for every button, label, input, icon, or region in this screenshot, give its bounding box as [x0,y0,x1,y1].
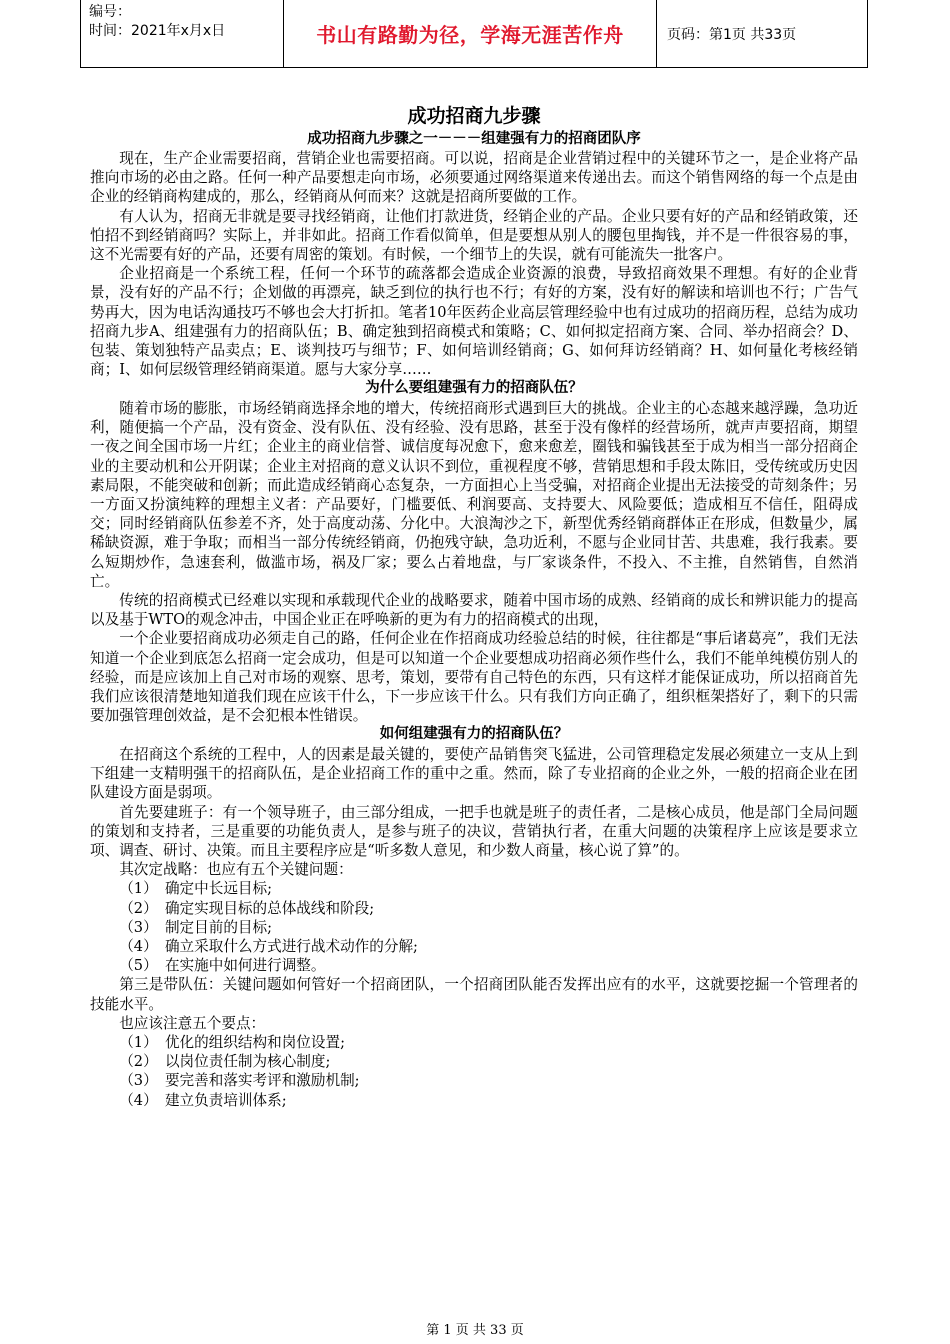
paragraph: 传统的招商模式已经难以实现和承载现代企业的战略要求，随着中国市场的成熟、经销商的成长和辨识能力的提高以及基于WTO的观念冲击，中国企业正在呼唤新的更为有力的招商模式的出现， [90,591,858,629]
section-heading: 如何组建强有力的招商队伍？ [379,726,569,743]
list-item: （2） 确定实现目标的总体战线和阶段; [119,899,375,917]
list-item: （4） 建立负责培训体系; [119,1091,287,1109]
page-header [80,0,868,68]
paragraph: 也应该注意五个要点： [119,1014,266,1032]
header-page-info: 页码：第1页 共33页 [667,26,797,43]
list-item: （1） 确定中长远目标; [119,880,273,898]
paragraph: 有人认为，招商无非就是要寻找经销商，让他们打款进货，经销企业的产品。企业只要有好的产品和经销政策，还怕招不到经销商吗？实际上，并非如此。招商工作看似简单，但是要想从别人的腰包里掏钱，并不是一件很容易的事，这不光需要有好的产品，还要有周密的策划。有时候，一个细节上的失误，就有可能流失一批客户。 [90,207,858,264]
paragraph: 在招商这个系统的工程中，人的因素是最关键的，要使产品销售突飞猛进，公司管理稳定发展必须建立一支从上到下组建一支精明强干的招商队伍，是企业招商工作的重中之重。然而，除了专业招商的企业之外，一般的招商企业在团队建设方面是弱项。 [90,745,858,802]
paragraph: 现在，生产企业需要招商，营销企业也需要招商。可以说，招商是企业营销过程中的关键环节之一，是企业将产品推向市场的必由之路。任何一种产品要想走向市场，必须要通过网络渠道来传递出去。而这个销售网络的每一个点是由企业的经销商构建成的，那么，经销商从何而来？这就是招商所要做的工作。 [90,150,858,206]
doc-time-label: 时间：2021年x月x日 [89,23,226,39]
header-motto: 书山有路勤为径，学海无涯苦作舟 [284,0,657,67]
paragraph: 企业招商是一个系统工程，任何一个环节的疏落都会造成企业资源的浪费，导致招商效果不理想。有好的企业背景，没有好的产品不行；企划做的再漂亮，缺乏到位的执行也不行；有好的方案，没有好的解读和培训也不行；广告气势再大，因为电话沟通技巧不够也会大打折扣。笔者10年医药企业高层管理经验中也有过成功的招商历程，总结为成功招商九步A、组建强有力的招商队伍；B、确定独到招商模式和策略；C、如何拟定招商方案、合同、举办招商会？D、包装、策划独特产品卖点；E、谈判技巧与细节；F、如何培训经销商；G、如何拜访经销商？H、如何量化考核经销商；I、如何层级管理经销商渠道。愿与大家分享…… [90,265,858,379]
list-item: （5） 在实施中如何进行调整。 [119,957,326,975]
paragraph: 首先要建班子：有一个领导班子，由三部分组成，一把手也就是班子的责任者，二是核心成员，他是部门全局问题的策划和支持者，三是重要的功能负责人，是参与班子的决议，营销执行者，在重大问题的决策程序上应该是要求立项、调查、研讨、决策。而且主要程序应是“听多数人意见，和少数人商量，核心说了算”的。 [90,803,858,859]
list-item: （4） 确立采取什么方式进行战术动作的分解; [119,937,418,955]
paragraph: 随着市场的膨胀，市场经销商选择余地的增大，传统招商形式遇到巨大的挑战。企业主的心态越来越浮躁，急功近利，随便搞一个产品，没有资金、没有队伍、没有经验、没有思路，甚至于没有像样的经营场所，就声声要招商，期望一夜之间全国市场一片红；企业主的商业信誉、诚信度每况愈下，愈来愈差，圈钱和骗钱甚至于成为相当一部分招商企业的主要动机和公开阴谋；企业主对招商的意义认识不到位，重视程度不够，营销思想和手段太陈旧，受传统或历史因素局限，不能突破和创新；而此造成经销商心态复杂，一方面担心上当受骗，对招商企业提出无法接受的苛刻条件；另一方面又扮演纯粹的理想主义者：产品要好，门槛要低、利润要高、支持要大、风险要低；造成相互不信任，阻碍成交；同时经销商队伍参差不齐，处于高度动荡、分化中。大浪淘沙之下，新型优秀经销商群体正在形成，但数量少，属稀缺资源，难于争取；而相当一部分传统经销商，仍抱残守缺，急功近利，不愿与企业同甘苦、共患难，我行我素。要么短期炒作，急速套利，做滥市场，祸及厂家；要么占着地盘，与厂家谈条件，不投入、不主推，自然销售，自然消亡。 [90,399,858,590]
document-body [90,104,858,1110]
page-footer: 第 1 页 共 33 页 [426,1323,524,1338]
list-item: （1） 优化的组织结构和岗位设置; [119,1033,345,1051]
list-item: （2） 以岗位责任制为核心制度; [119,1053,331,1071]
list-item: （3） 制定目前的目标; [119,918,273,936]
paragraph: 其次定战略：也应有五个关键问题： [119,861,353,879]
paragraph: 第三是带队伍：关键问题如何管好一个招商团队，一个招商团队能否发挥出应有的水平，这就要挖掘一个管理者的技能水平。 [90,976,858,1013]
doc-number-label: 编号： [89,4,131,20]
doc-title: 成功招商九步骤 [407,105,541,127]
paragraph: 一个企业要招商成功必须走自己的路，任何企业在作招商成功经验总结的时候，往往都是“事后诸葛亮”，我们无法知道一个企业到底怎么招商一定会成功，但是可以知道一个企业要想成功招商必须作些什么，我们不能单纯模仿别人的经验，而是应该加上自己对市场的观察、思考，策划，要带有自己特色的东西，只有这样才能保证成功，所以招商首先我们应该很清楚地知道我们现在应该干什么，下一步应该干什么。只有我们方向正确了，组织框架搭好了，剩下的只需要加强管理创效益，是不会犯根本性错误。 [90,630,858,725]
section-heading: 为什么要组建强有力的招商队伍？ [365,380,583,397]
list-item: （3） 要完善和落实考评和激励机制; [119,1072,360,1090]
doc-subtitle: 成功招商九步骤之一－－－组建强有力的招商团队序 [307,131,641,147]
header-meta [81,0,284,67]
